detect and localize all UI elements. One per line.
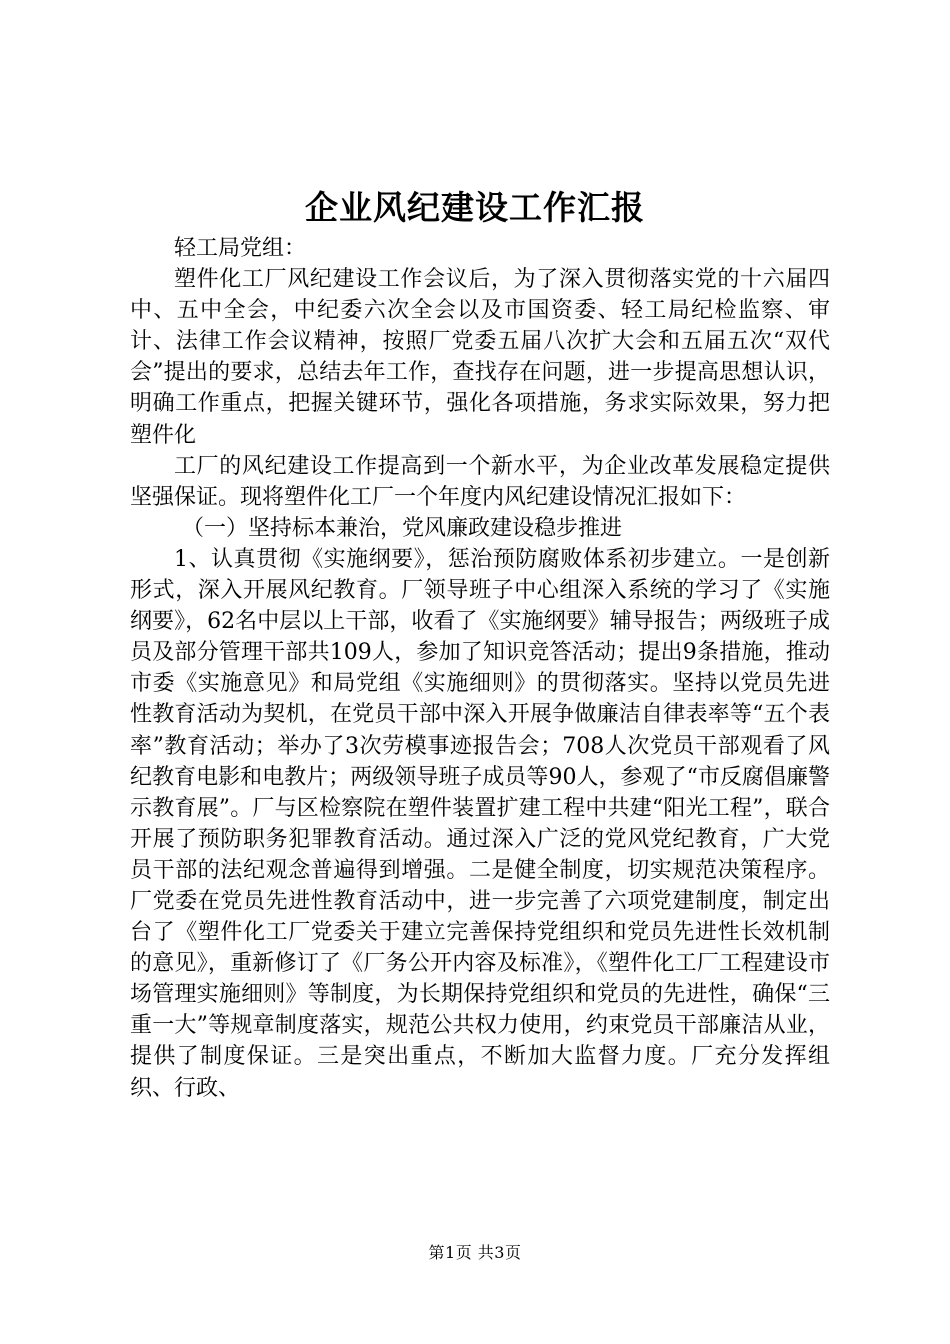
paragraph: 工厂的风纪建设工作提高到一个新水平，为企业改革发展稳定提供坚强保证。现将塑件化工厂一个年度内风纪建设情况汇报如下： <box>130 453 830 510</box>
salutation: 轻工局党组： <box>174 236 307 261</box>
section-heading: （一）坚持标本兼治，党风廉政建设稳步推进 <box>182 515 623 541</box>
document-body <box>130 233 830 1104</box>
paragraph: 1、认真贯彻《实施纲要》，惩治预防腐败体系初步建立。一是创新形式，深入开展风纪教育。厂领导班子中心组深入系统的学习了《实施纲要》，62名中层以上干部，收看了《实施纲要》辅导报告；两级班子成员及部分管理干部共109人，参加了知识竞答活动；提出9条措施，推动市委《实施意见》和局党组《实施细则》的贯彻落实。坚持以党员先进性教育活动为契机，在党员干部中深入开展争做廉洁自律表率等“五个表率”教育活动；举办了3次劳模事迹报告会；708人次党员干部观看了风纪教育电影和电教片；两级领导班子成员等90人，参观了“市反腐倡廉警示教育展”。厂与区检察院在塑件装置扩建工程中共建“阳光工程”，联合开展了预防职务犯罪教育活动。通过深入广泛的党风党纪教育，广大党员干部的法纪观念普遍得到增强。二是健全制度，切实规范决策程序。厂党委在党员先进性教育活动中，进一步完善了六项党建制度，制定出台了《塑件化工厂党委关于建立完善保持党组织和党员先进性长效机制的意见》，重新修订了《厂务公开内容及标准》，《塑件化工厂工程建设市场管理实施细则》等制度，为长期保持党组织和党员的先进性，确保“三重一大”等规章制度落实，规范公共权力使用，约束党员干部廉洁从业，提供了制度保证。三是突出重点，不断加大监督力度。厂充分发挥组织、行政、 <box>130 546 830 1101</box>
document-title: 企业风纪建设工作汇报 <box>305 188 645 227</box>
paragraph: 塑件化工厂风纪建设工作会议后，为了深入贯彻落实党的十六届四中、五中全会，中纪委六次全会以及市国资委、轻工局纪检监察、审计、法律工作会议精神，按照厂党委五届八次扩大会和五届五次“双代会”提出的要求，总结去年工作，查找存在问题，进一步提高思想认识，明确工作重点，把握关键环节，强化各项措施，务求实际效果，努力把塑件化 <box>130 267 830 448</box>
page-footer: 第1页 共3页 <box>428 1243 522 1262</box>
